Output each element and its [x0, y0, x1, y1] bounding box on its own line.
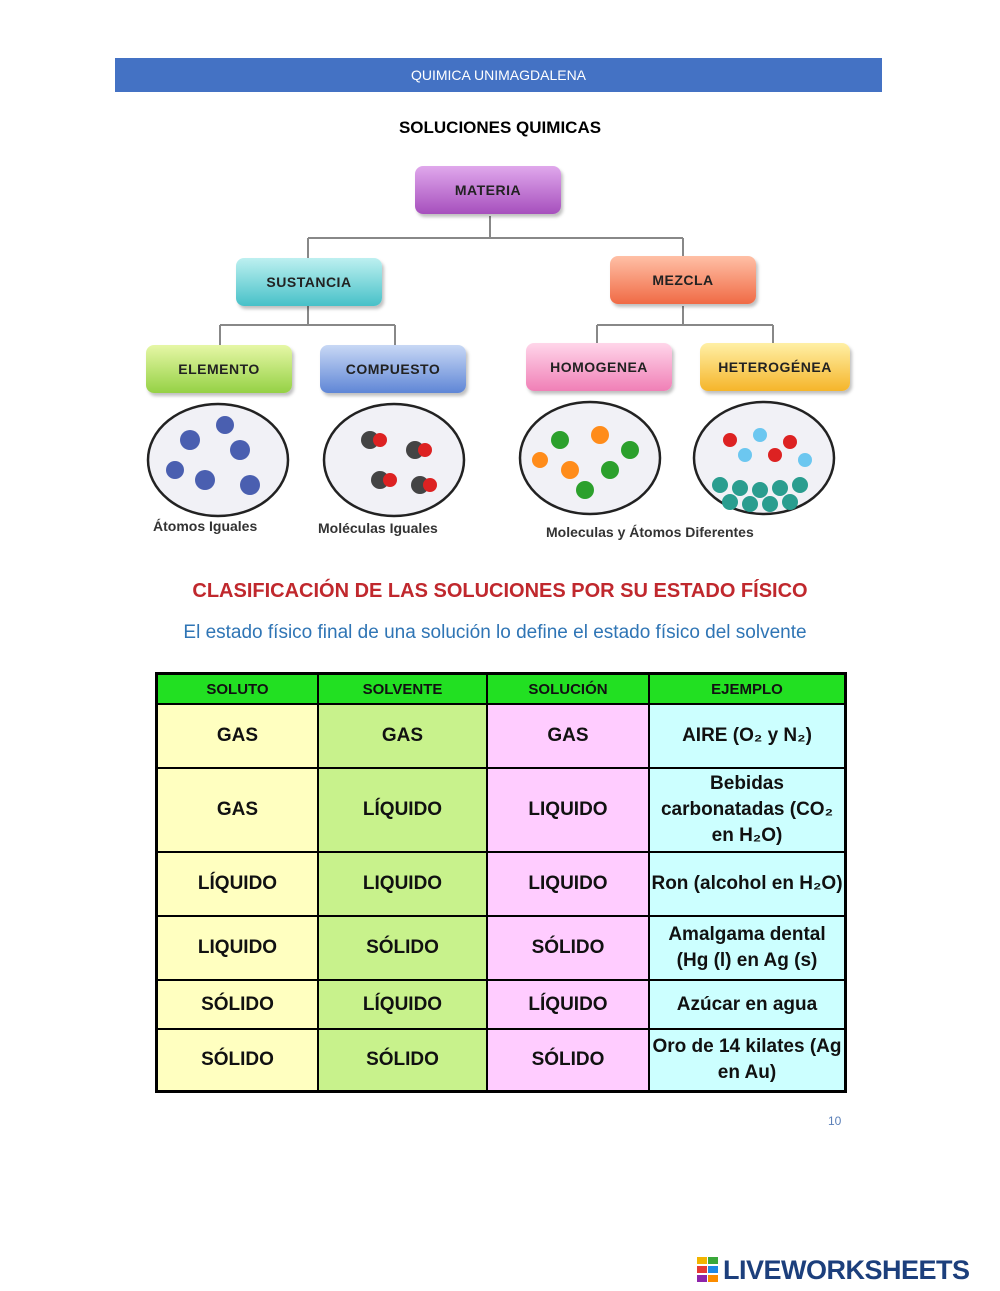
- cell-solucion: GAS: [487, 704, 649, 768]
- liveworksheets-logo[interactable]: [697, 1253, 997, 1287]
- page-title: SOLUCIONES QUIMICAS: [398, 118, 602, 137]
- table-header-row: [157, 674, 846, 705]
- liveworksheets-icon: [697, 1257, 719, 1283]
- cell-solucion: LIQUIDO: [487, 852, 649, 916]
- caption-moleculas-iguales: Moléculas Iguales: [318, 520, 438, 536]
- cell-solvente: LÍQUIDO: [318, 980, 487, 1029]
- table-row: [157, 768, 846, 852]
- node-compuesto: COMPUESTO: [320, 345, 466, 393]
- table-row: [157, 1029, 846, 1091]
- header-solvente: SOLVENTE: [318, 674, 487, 705]
- header-title: QUIMICA UNIMAGDALENA: [410, 67, 587, 83]
- header-ejemplo: EJEMPLO: [649, 674, 846, 705]
- cell-ejemplo: Oro de 14 kilates (Ag en Au): [649, 1029, 846, 1091]
- section-subtitle: El estado físico final de una solución lo define el estado físico del solvente: [183, 622, 807, 643]
- node-materia: MATERIA: [415, 166, 561, 214]
- cell-solucion: LIQUIDO: [487, 768, 649, 852]
- cell-solvente: SÓLIDO: [318, 1029, 487, 1091]
- node-heterogenea: HETEROGÉNEA: [700, 343, 850, 391]
- table-row: [157, 980, 846, 1029]
- cell-solvente: SÓLIDO: [318, 916, 487, 980]
- cell-solucion: LÍQUIDO: [487, 980, 649, 1029]
- cell-ejemplo: Amalgama dental (Hg (l) en Ag (s): [649, 916, 846, 980]
- cell-ejemplo: Bebidas carbonatadas (CO₂ en H₂O): [649, 768, 846, 852]
- header-bar: [115, 58, 882, 92]
- cell-soluto: SÓLIDO: [157, 1029, 319, 1091]
- node-elemento: ELEMENTO: [146, 345, 292, 393]
- cell-soluto: LÍQUIDO: [157, 852, 319, 916]
- circle-heterogenea: [694, 402, 834, 514]
- materia-diagram: [130, 150, 870, 550]
- section-title: CLASIFICACIÓN DE LAS SOLUCIONES POR SU ESTADO FÍSICO: [192, 580, 808, 602]
- cell-soluto: SÓLIDO: [157, 980, 319, 1029]
- brand-text: LIVEWORKSHEETS: [723, 1255, 970, 1285]
- table-row: [157, 852, 846, 916]
- cell-soluto: GAS: [157, 768, 319, 852]
- cell-solvente: LÍQUIDO: [318, 768, 487, 852]
- circle-compuesto: [324, 404, 464, 516]
- solutions-table: [155, 672, 847, 1093]
- cell-soluto: LIQUIDO: [157, 916, 319, 980]
- caption-moleculas-atomos: Moleculas y Átomos Diferentes: [546, 524, 754, 540]
- cell-ejemplo: Azúcar en agua: [649, 980, 846, 1029]
- header-solucion: SOLUCIÓN: [487, 674, 649, 705]
- header-soluto: SOLUTO: [157, 674, 319, 705]
- table-row: [157, 916, 846, 980]
- node-sustancia: SUSTANCIA: [236, 258, 382, 306]
- cell-solvente: LIQUIDO: [318, 852, 487, 916]
- cell-solucion: SÓLIDO: [487, 916, 649, 980]
- cell-ejemplo: Ron (alcohol en H₂O): [649, 852, 846, 916]
- node-homogenea: HOMOGENEA: [526, 343, 672, 391]
- cell-ejemplo: AIRE (O₂ y N₂): [649, 704, 846, 768]
- page-number: 10: [828, 1114, 842, 1128]
- table-row: [157, 704, 846, 768]
- cell-soluto: GAS: [157, 704, 319, 768]
- cell-solucion: SÓLIDO: [487, 1029, 649, 1091]
- cell-solvente: GAS: [318, 704, 487, 768]
- caption-atomos-iguales: Átomos Iguales: [153, 518, 258, 534]
- node-mezcla: MEZCLA: [610, 256, 756, 304]
